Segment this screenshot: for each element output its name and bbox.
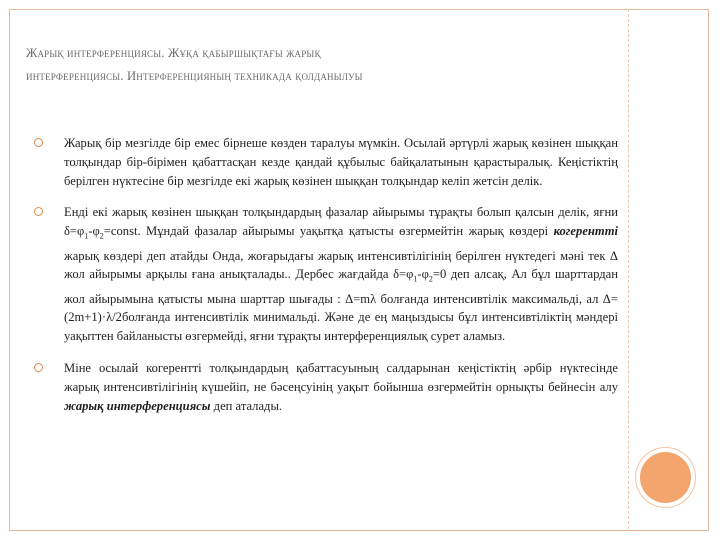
- subscript-3: 1: [413, 274, 418, 284]
- paragraph-2-part-6: =0 деп алсақ, Ал бұл шарттардан жол айырымына қатысты мына шарттар шығады : Δ=mλ болғанда интенсивтілік максимальді, ал Δ=(2m+1)·λ/2болғанда интенсивтілік минимальді. Және де ең маңыздысы бұл интенсивтіліктің мәндері уақыттен байланысты өзгермейді, яғни тұрақты интерференциялық сурет аламыз.: [64, 267, 618, 344]
- paragraph-2-part-4: жарық көздері деп атайды Онда, жоғарыдағы жарық интенсивтілігінің берілген нүктедегі мәні тек Δ жол айырымы арқылы ғана анықталады.. Дербес жағдайда δ=φ: [64, 248, 618, 282]
- term-coherent: когерентті: [553, 224, 618, 239]
- bullet-circle-icon: [34, 138, 43, 147]
- paragraph-3-part-1: Міне осылай когерентті толқындардың қабаттасуының салдарынан кеңістіктің әрбір нүктесінде жарық интенсивтілігінің күшейіп, не бәсеңсуінің уақыт бойынша өзгермейтін орнықты бейнесін алу: [64, 361, 618, 394]
- paragraph-3-part-2: деп аталады.: [210, 398, 283, 413]
- decorative-circle: [640, 452, 691, 503]
- subscript-1: 1: [84, 231, 89, 241]
- title-line-1: Жарық интерференциясы. Жұқа қабыршықтағы жарық: [26, 46, 321, 60]
- paragraph-2-part-1: Енді екі жарық көзінен шыққан толқындардың фазалар айырымы тұрақты болып қалсын делік, яғни δ=φ: [64, 205, 618, 239]
- bullet-circle-icon: [34, 207, 43, 216]
- bullet-item-3: [34, 359, 618, 415]
- slide-divider: [628, 9, 629, 529]
- bullet-circle-icon: [34, 363, 43, 372]
- paragraph-1: Жарық бір мезгілде бір емес бірнеше көзден таралуы мүмкін. Осылай әртүрлі жарық көзінен шыққан толқындар бір-бірімен қабаттасқан кезде қандай құбылыс байқалатынын қарастыралық. Кеңістіктің берілген нүктесіне бір мезгілде екі жарық көзінен шыққан толқындар келіп жетсін делік.: [64, 136, 618, 188]
- paragraph-2-part-2: -φ: [88, 224, 100, 239]
- subscript-2: 2: [99, 231, 104, 241]
- bullet-list: [34, 134, 618, 428]
- term-light-interference: жарық интерференциясы: [64, 398, 211, 413]
- bullet-item-2: [34, 203, 618, 346]
- subscript-4: 2: [428, 274, 433, 284]
- slide-title: [26, 42, 616, 88]
- title-line-2: интерференциясы. Интерференцияның техникада қолданылуы: [26, 69, 363, 83]
- paragraph-3: [64, 359, 618, 415]
- paragraph-2-part-5: -φ: [417, 267, 429, 282]
- bullet-item-1: [34, 134, 618, 190]
- paragraph-2-part-3: =const. Мұндай фазалар айырымы уақытқа қатысты өзгермейтін жарық көздері: [103, 224, 554, 239]
- paragraph-2: [64, 203, 618, 346]
